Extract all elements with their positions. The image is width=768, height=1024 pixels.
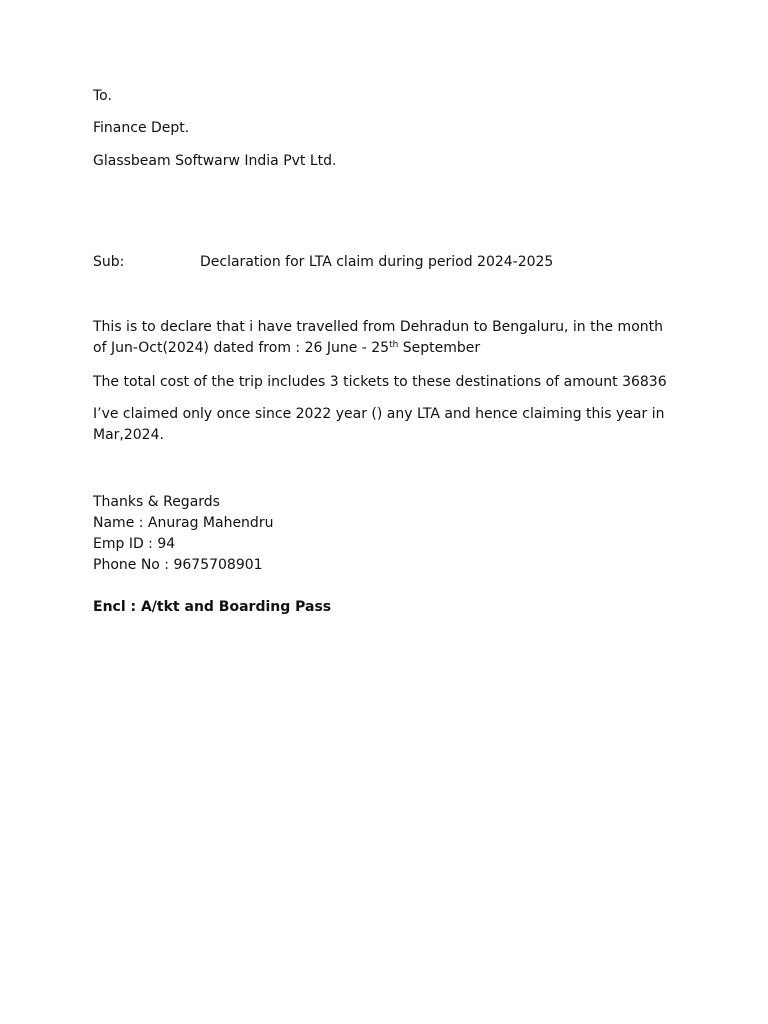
subject-label: Sub: xyxy=(93,254,125,270)
body-paragraph-cost: The total cost of the trip includes 3 tickets to these destinations of amount 36836 xyxy=(93,374,667,390)
employee-id: Emp ID : 94 xyxy=(93,536,176,552)
recipient-to: To. xyxy=(93,88,112,104)
phone-number: Phone No : 9675708901 xyxy=(93,557,263,573)
closing-regards: Thanks & Regards xyxy=(93,494,220,510)
body-paragraph-claim-history: I’ve claimed only once since 2022 year () any LTA and hence claiming this year in Mar,2024. xyxy=(93,406,665,443)
recipient-company: Glassbeam Softwarw India Pvt Ltd. xyxy=(93,153,337,169)
body-paragraph-travel-text: This is to declare that i have travelled from Dehradun to Bengaluru, in the month of Jun-Oct(2024) dated from : 26 June - 25 xyxy=(93,319,663,356)
subject-text: Declaration for LTA claim during period 2024-2025 xyxy=(200,254,554,270)
date-ordinal-superscript: th xyxy=(389,340,399,350)
signatory-name: Name : Anurag Mahendru xyxy=(93,515,274,531)
enclosure-note: Encl : A/tkt and Boarding Pass xyxy=(93,599,332,615)
body-paragraph-travel-month: September xyxy=(398,340,481,356)
body-paragraph-travel xyxy=(93,317,668,359)
recipient-department: Finance Dept. xyxy=(93,120,190,136)
